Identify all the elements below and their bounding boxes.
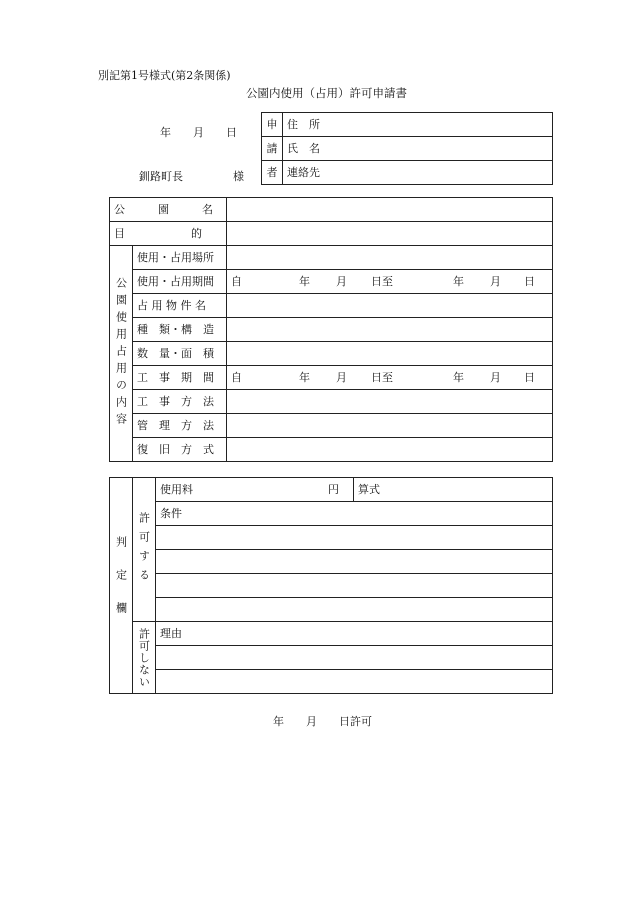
judgment-table [109,477,553,694]
name-field[interactable] [283,137,553,161]
address-label: 住 所 [287,118,320,131]
construction-month: 月 [336,371,347,384]
deny-label: 許可しない [133,622,156,694]
purpose-field[interactable] [227,222,553,246]
management-method-field[interactable] [227,414,553,438]
applicant-side-3: 者 [262,161,283,185]
use-content-section-label: 公園使用占用の内容 [110,246,133,462]
conditions-label: 条件 [160,507,182,520]
reason-row[interactable] [156,622,553,646]
permit-date: 年 月 日許可 [273,715,372,728]
conditions-line-2[interactable] [156,550,553,574]
fee-unit: 円 [328,483,339,496]
fee-label: 使用料 [160,483,193,496]
type-structure-label: 種 類・構 造 [133,318,227,342]
management-method-label: 管 理 方 法 [133,414,227,438]
calc-label: 算式 [358,483,380,496]
calc-field[interactable] [354,478,553,502]
construction-period-label: 工 事 期 間 [133,366,227,390]
period-day-to: 日至 [371,275,393,288]
permit-label: 許可する [133,478,156,622]
fee-field[interactable] [156,478,354,502]
occupied-item-label: 占 用 物 件 名 [133,294,227,318]
type-structure-field[interactable] [227,318,553,342]
judgment-section-label: 判定欄 [110,478,133,694]
use-place-label: 使用・占用場所 [133,246,227,270]
period-from: 自 [231,275,242,288]
purpose-label: 目 的 [110,222,227,246]
restoration-method-label: 復 旧 方 式 [133,438,227,462]
use-place-field[interactable] [227,246,553,270]
applicant-table [261,112,553,185]
contact-field[interactable] [283,161,553,185]
reason-label: 理由 [160,627,182,640]
conditions-row[interactable] [156,502,553,526]
period-year: 年 [299,275,310,288]
contact-label: 連絡先 [287,166,320,179]
park-name-label: 公 園 名 [110,198,227,222]
reason-line-1[interactable] [156,646,553,670]
reason-line-2[interactable] [156,670,553,694]
period-month: 月 [336,275,347,288]
use-period-field[interactable] [227,270,553,294]
addressee: 釧路町長 [139,170,183,183]
restoration-method-field[interactable] [227,438,553,462]
conditions-line-3[interactable] [156,574,553,598]
construction-day-2: 日 [524,371,535,384]
occupied-item-field[interactable] [227,294,553,318]
period-year-2: 年 [453,275,464,288]
construction-method-field[interactable] [227,390,553,414]
name-label: 氏 名 [287,142,320,155]
honorific: 様 [233,170,244,183]
conditions-line-1[interactable] [156,526,553,550]
construction-year-2: 年 [453,371,464,384]
conditions-line-4[interactable] [156,598,553,622]
period-month-2: 月 [490,275,501,288]
construction-year: 年 [299,371,310,384]
park-use-table [109,197,553,462]
construction-from: 自 [231,371,242,384]
quantity-area-field[interactable] [227,342,553,366]
form-title: 公園内使用（占用）許可申請書 [246,86,407,100]
address-field[interactable] [283,113,553,137]
quantity-area-label: 数 量・面 積 [133,342,227,366]
use-period-label: 使用・占用期間 [133,270,227,294]
period-day-2: 日 [524,275,535,288]
applicant-side-2: 請 [262,137,283,161]
construction-method-label: 工 事 方 法 [133,390,227,414]
applicant-side-1: 申 [262,113,283,137]
construction-day-to: 日至 [371,371,393,384]
date-line: 年 月 日 [160,126,237,139]
form-reference: 別記第1号様式(第2条関係) [98,69,231,82]
construction-month-2: 月 [490,371,501,384]
construction-period-field[interactable] [227,366,553,390]
park-name-field[interactable] [227,198,553,222]
